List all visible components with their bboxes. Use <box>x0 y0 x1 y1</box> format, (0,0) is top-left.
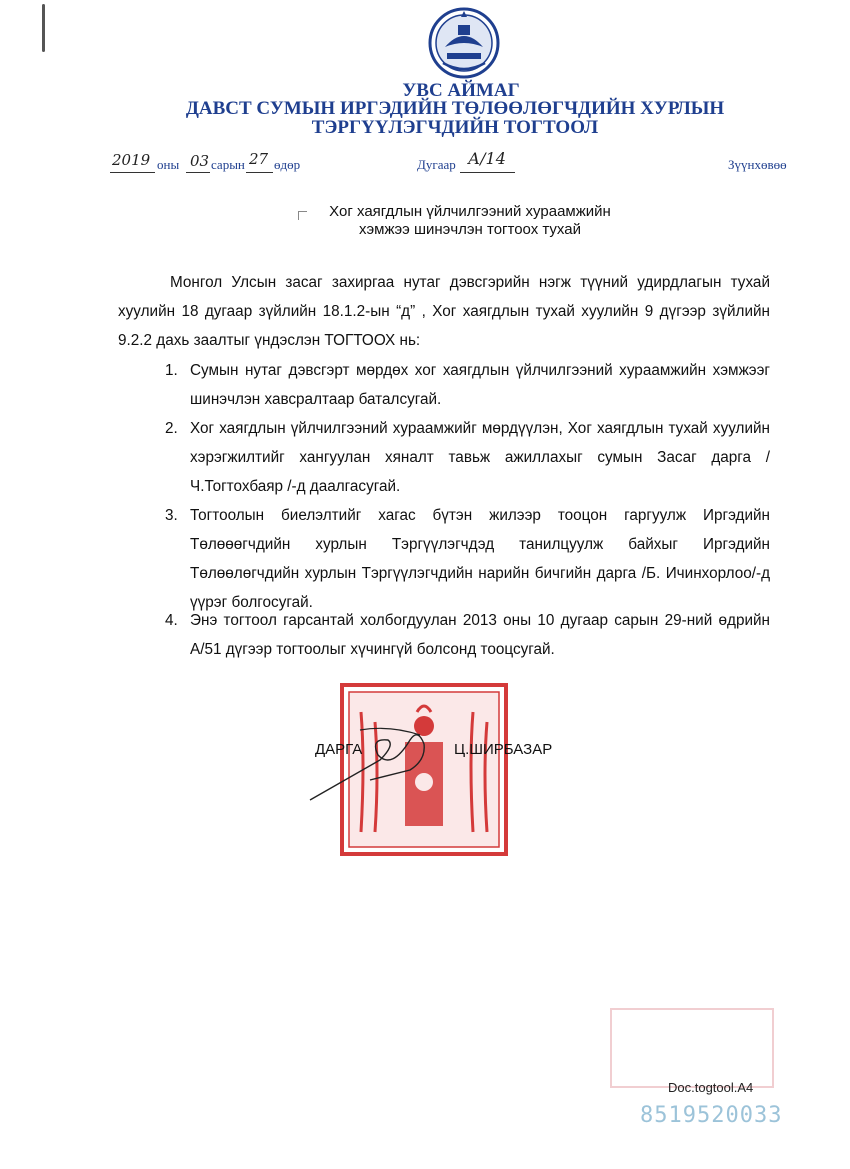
list-item-number: 2. <box>165 420 178 437</box>
date-month: 03 <box>190 152 210 170</box>
document-number: А/14 <box>468 149 506 168</box>
date-year: 2019 <box>112 151 151 169</box>
header-line-2: ДАВСТ СУМЫН ИРГЭДИЙН ТӨЛӨӨЛӨГЧДИЙН ХУРЛЫН <box>185 98 725 119</box>
preamble-paragraph: Монгол Улсын засаг захиргаа нутаг дэвсгэрийн нэгж түүний удирдлагын тухай хуулийн 18 дугаар зүйлийн 18.1.2-ын “д” , Хог хаягдлын тухай хуулийн 9 дүгээр зүйлийн 9.2.2 дахь заалтыг үндэслэн ТОГТООХ нь: <box>118 274 770 349</box>
date-year-label: оны <box>157 157 180 172</box>
header-line-3: ТЭРГҮҮЛЭГЧДИЙН ТОГТООЛ <box>311 117 599 138</box>
date-month-label: сарын <box>211 157 245 172</box>
list-item-number: 3. <box>165 507 178 524</box>
place-name: Зүүнхөвөө <box>728 157 787 172</box>
list-item-number: 1. <box>165 362 178 379</box>
list-item-text: Хог хаягдлын үйлчилгээний хураамжийг мөрдүүлэн, Хог хаягдлын тухай хуулийн хэрэгжилтийг хангуулан хяналт тавьж ажиллахыг сумын Засаг дарга /Ч.Тогтохбаяр /-д даалгасугай. <box>190 420 770 495</box>
date-line <box>110 149 800 183</box>
list-item-text: Тогтоолын биелэлтийг хагас бүтэн жилээр тооцон гаргуулж Иргэдийн Төлөөөгчдийн хурлын Тэргүүлэгчдэд танилцуулж байхыг Иргэдийн Төлөөлөгчдийн хурлын Тэргүүлэгчдийн нарийн бичгийн дарга /Б. Ичинхорлоо/-д үүрэг болгосугай. <box>190 507 770 611</box>
list-item <box>165 606 770 664</box>
list-item <box>165 356 770 414</box>
number-label: Дугаар <box>417 157 456 172</box>
document-code: Doc.togtool.A4 <box>668 1080 754 1095</box>
subject-line-1: Хог хаягдлын үйлчилгээний хураамжийн <box>329 203 611 220</box>
list-item-text: Энэ тогтоол гарсантай холбогдуулан 2013 оны 10 дугаар сарын 29-ний өдрийн А/51 дүгээр тогтоолыг хүчингүй болсонд тооцсугай. <box>190 612 770 658</box>
list-item-number: 4. <box>165 612 178 629</box>
serial-number: 8519520033 <box>640 1103 783 1128</box>
signature-name: Ц.ШИРБАЗАР <box>454 741 553 758</box>
date-day: 27 <box>249 150 269 168</box>
list-item <box>165 414 770 501</box>
subject-line-2: хэмжээ шинэчлэн тогтоох тухай <box>359 221 581 238</box>
list-item-text: Сумын нутаг дэвсгэрт мөрдөх хог хаягдлын үйлчилгээний хураамжийн хэмжээг шинэчлэн хавсралтаар баталсугай. <box>190 362 770 408</box>
header-line-1: УВС АЙМАГ <box>402 80 520 101</box>
binder-mark <box>42 4 45 52</box>
faint-stamp <box>610 1008 774 1088</box>
signature-title: ДАРГА <box>315 741 363 758</box>
list-item <box>165 501 770 617</box>
date-day-label: өдөр <box>274 157 301 172</box>
state-emblem-icon <box>425 5 503 81</box>
